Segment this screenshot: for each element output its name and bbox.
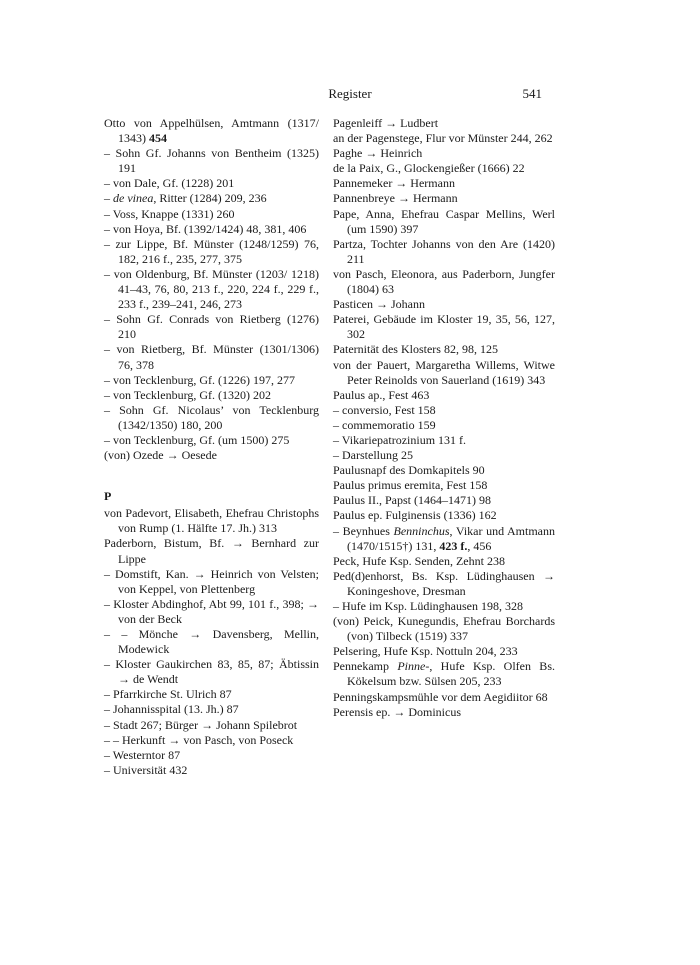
index-entry bbox=[104, 627, 319, 657]
index-entry bbox=[333, 433, 555, 448]
index-entry bbox=[104, 597, 319, 627]
entry-text: – zur Lippe, Bf. Münster (1248/1259) 76, 182, 216 f., 235, 277, 375 bbox=[104, 236, 319, 266]
index-entry bbox=[333, 176, 555, 191]
index-entry bbox=[333, 463, 555, 478]
entry-text: – conversio, Fest 158 bbox=[333, 402, 436, 417]
index-entry bbox=[104, 506, 319, 536]
entry-text: – Sohn Gf. Johanns von Bentheim (1325) 191 bbox=[104, 146, 319, 176]
entry-text: , Hufe Ksp. Olfen Bs. Kökelsum bzw. Sülsen 205, 233 bbox=[347, 659, 555, 689]
index-entry bbox=[333, 690, 555, 705]
entry-text: – Universität 432 bbox=[104, 762, 188, 777]
entry-italic-term: Benninchus bbox=[393, 523, 450, 538]
entry-text: Partza, Tochter Johanns von den Are (1420) 211 bbox=[333, 236, 555, 266]
entry-text: – Stadt 267; Bürger → Johann Spilebrot bbox=[104, 717, 298, 732]
index-entry bbox=[104, 388, 319, 403]
index-entry bbox=[333, 342, 555, 357]
index-entry bbox=[104, 657, 319, 687]
index-entry bbox=[333, 297, 555, 312]
entry-text: – – Mönche → Davensberg, Mellin, Modewick bbox=[104, 627, 319, 657]
entry-text: – Hufe im Ksp. Lüdinghausen 198, 328 bbox=[333, 599, 523, 613]
index-entry bbox=[104, 763, 319, 778]
entry-text: – Vikariepatrozinium 131 f. bbox=[333, 432, 467, 447]
entry-text: von Pasch, Eleonora, aus Paderborn, Jungfer (1804) 63 bbox=[333, 266, 555, 297]
entry-main-reference: 423 f. bbox=[439, 538, 468, 553]
entry-text: Otto von Appelhülsen, Amtmann (1317/ 1343) bbox=[104, 116, 319, 146]
entry-text: – bbox=[104, 191, 113, 206]
index-entry bbox=[333, 508, 555, 523]
index-entry bbox=[333, 388, 555, 403]
index-entry bbox=[333, 207, 555, 237]
entry-text: Pagenleiff → Ludbert bbox=[333, 116, 439, 130]
entry-text: von der Pauert, Margaretha Willems, Witwe Peter Reinolds von Sauerland (1619) 343 bbox=[333, 357, 555, 387]
entry-text: Paulus ap., Fest 463 bbox=[333, 387, 430, 402]
entry-text: Paterei, Gebäude im Kloster 19, 35, 56, 127, 302 bbox=[333, 312, 555, 342]
index-entry bbox=[104, 748, 319, 763]
index-entry bbox=[333, 116, 555, 131]
entry-text: – – Herkunft → von Pasch, von Poseck bbox=[104, 732, 294, 747]
index-entry bbox=[333, 131, 555, 146]
index-entry bbox=[333, 312, 555, 342]
index-entry bbox=[333, 554, 555, 569]
index-entry bbox=[333, 659, 555, 689]
right-column bbox=[333, 116, 555, 720]
index-entry bbox=[104, 312, 319, 342]
index-entry bbox=[333, 599, 555, 614]
entry-text: – von Tecklenburg, Gf. (1226) 197, 277 bbox=[104, 372, 296, 387]
running-header-title: Register bbox=[328, 86, 372, 101]
entry-text: Pasticen → Johann bbox=[333, 297, 425, 312]
entry-text: Perensis ep. → Dominicus bbox=[333, 704, 461, 719]
entry-text: – Darstellung 25 bbox=[333, 448, 413, 463]
entry-text: – Sohn Gf. Conrads von Rietberg (1276) 210 bbox=[104, 312, 319, 342]
index-entry bbox=[104, 448, 319, 463]
entry-text: – Domstift, Kan. → Heinrich von Velsten; von Keppel, von Plettenberg bbox=[104, 566, 319, 596]
index-entry bbox=[104, 433, 319, 448]
entry-text: – Kloster Abdinghof, Abt 99, 101 f., 398; → von der Beck bbox=[104, 596, 319, 626]
index-entry bbox=[333, 493, 555, 508]
index-entry bbox=[104, 536, 319, 566]
index-entry bbox=[333, 191, 555, 206]
index-entry bbox=[104, 146, 319, 176]
entry-text: – von Rietberg, Bf. Münster (1301/1306) 76, 378 bbox=[104, 342, 319, 372]
entry-text: – Westerntor 87 bbox=[104, 747, 181, 762]
entry-text: (von) Ozede → Oesede bbox=[104, 448, 217, 463]
entry-text: Pelsering, Hufe Ksp. Nottuln 204, 233 bbox=[333, 644, 518, 659]
entry-text: Paternität des Klosters 82, 98, 125 bbox=[333, 342, 498, 357]
entry-text: Paulusnapf des Domkapitels 90 bbox=[333, 463, 485, 478]
entry-text: Ped(d)enhorst, Bs. Ksp. Lüdinghausen → Koningeshove, Dresman bbox=[333, 568, 555, 598]
entry-text: (von) Peick, Kunegundis, Ehefrau Borchards (von) Tilbeck (1519) 337 bbox=[333, 614, 555, 644]
index-entry bbox=[333, 161, 555, 176]
entry-text: Paulus ep. Fulginensis (1336) 162 bbox=[333, 508, 497, 523]
entry-text: Paghe → Heinrich bbox=[333, 146, 423, 161]
entry-text: – von Dale, Gf. (1228) 201 bbox=[104, 176, 235, 191]
index-entry bbox=[104, 116, 319, 146]
entry-text: – Sohn Gf. Nicolaus’ von Tecklenburg (1342/1350) 180, 200 bbox=[104, 402, 319, 432]
index-entry bbox=[104, 373, 319, 388]
entry-text: , Ritter (1284) 209, 236 bbox=[153, 191, 267, 206]
entry-text: – Beynhues bbox=[333, 523, 394, 538]
left-entries-p bbox=[104, 506, 319, 778]
entry-text: – Johannisspital (13. Jh.) 87 bbox=[104, 702, 239, 717]
entry-main-reference: 454 bbox=[149, 131, 167, 146]
entry-text: – von Oldenburg, Bf. Münster (1203/ 1218) 41–43, 76, 80, 213 f., 220, 224 f., 229 f., 233 f., 239–241, 246, 273 bbox=[104, 266, 319, 312]
index-entry bbox=[104, 342, 319, 372]
index-entry bbox=[104, 237, 319, 267]
entry-text: Peck, Hufe Ksp. Senden, Zehnt 238 bbox=[333, 553, 505, 568]
entry-text: Pennekamp bbox=[333, 659, 398, 674]
index-entry bbox=[333, 403, 555, 418]
index-entry bbox=[333, 418, 555, 433]
index-entry bbox=[104, 191, 319, 206]
entry-italic-term: de vinea bbox=[113, 191, 154, 206]
entry-italic-term: Pinne- bbox=[397, 659, 430, 674]
left-column bbox=[104, 116, 319, 778]
index-entry bbox=[333, 614, 555, 644]
index-entry bbox=[104, 403, 319, 433]
entry-text: Pape, Anna, Ehefrau Caspar Mellins, Werl (um 1590) 397 bbox=[333, 206, 555, 236]
index-entry bbox=[333, 524, 555, 554]
entry-text: – Voss, Knappe (1331) 260 bbox=[104, 206, 235, 221]
index-entry bbox=[104, 567, 319, 597]
index-entry bbox=[104, 176, 319, 191]
entry-text: , 456 bbox=[467, 538, 492, 553]
index-entry bbox=[333, 237, 555, 267]
index-entry bbox=[333, 267, 555, 297]
index-entry bbox=[333, 358, 555, 388]
index-entry bbox=[333, 705, 555, 720]
entry-text: , Vikar und Amtmann (1470/1515†) 131, bbox=[347, 523, 556, 553]
index-entry bbox=[333, 569, 555, 599]
entry-text: Paderborn, Bistum, Bf. → Bernhard zur Lippe bbox=[104, 536, 319, 566]
section-letter: P bbox=[104, 489, 112, 504]
index-entry bbox=[333, 644, 555, 659]
entry-text: Paulus primus eremita, Fest 158 bbox=[333, 478, 488, 493]
index-entry bbox=[104, 207, 319, 222]
entry-text: Pannemeker → Hermann bbox=[333, 176, 455, 191]
entry-text: – von Hoya, Bf. (1392/1424) 48, 381, 406 bbox=[104, 221, 307, 236]
index-entry bbox=[333, 448, 555, 463]
entry-text: an der Pagenstege, Flur vor Münster 244, 262 bbox=[333, 131, 553, 146]
right-entries-p bbox=[333, 116, 555, 720]
entry-text: de la Paix, G., Glockengießer (1666) 22 bbox=[333, 161, 525, 176]
entry-text: Paulus II., Papst (1464–1471) 98 bbox=[333, 493, 491, 508]
entry-text: Penningskampsmühle vor dem Aegidiitor 68 bbox=[333, 689, 548, 704]
left-entries-o bbox=[104, 116, 319, 463]
index-entry bbox=[333, 478, 555, 493]
index-entry bbox=[104, 718, 319, 733]
entry-text: – von Tecklenburg, Gf. (1320) 202 bbox=[104, 387, 272, 402]
entry-text: Pannenbreye → Hermann bbox=[333, 191, 458, 206]
index-entry bbox=[104, 267, 319, 312]
entry-text: – commemoratio 159 bbox=[333, 417, 436, 432]
index-entry bbox=[333, 146, 555, 161]
index-entry bbox=[104, 687, 319, 702]
entry-text: – Pfarrkirche St. Ulrich 87 bbox=[104, 687, 232, 702]
entry-text: – Kloster Gaukirchen 83, 85, 87; Äbtissin → de Wendt bbox=[104, 657, 319, 687]
entry-text: von Padevort, Elisabeth, Ehefrau Christophs von Rump (1. Hälfte 17. Jh.) 313 bbox=[104, 506, 319, 536]
index-entry bbox=[104, 702, 319, 717]
page-number: 541 bbox=[522, 86, 542, 101]
index-entry bbox=[104, 733, 319, 748]
index-entry bbox=[104, 222, 319, 237]
entry-text: – von Tecklenburg, Gf. (um 1500) 275 bbox=[104, 432, 290, 447]
